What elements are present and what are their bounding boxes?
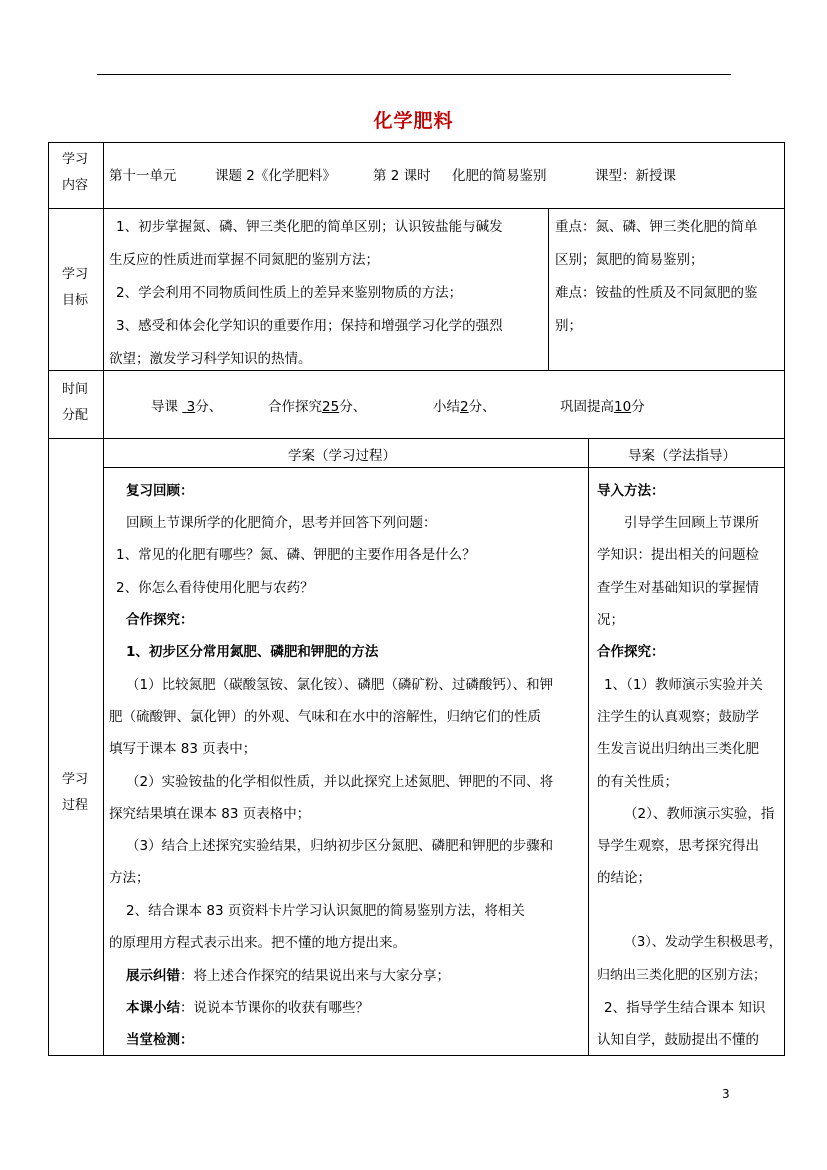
guide-line: 的结论； [597, 870, 651, 886]
goal-line: 1、初步掌握氮、磷、钾三类化肥的简单区别；认识铵盐能与碱发 [116, 219, 503, 235]
col-header-study: 学案（学习过程） [288, 448, 396, 464]
time-summary: 小结2分、 [433, 399, 496, 415]
coop-text: 2、结合课本 83 页资料卡片学习认识氮肥的简易鉴别方法，将相关 [126, 903, 525, 919]
key-point-line: 别； [555, 318, 582, 334]
key-point-line: 区别；氮肥的简易鉴别； [555, 252, 704, 268]
goal-line: 生反应的性质进而掌握不同氮肥的鉴别方法； [109, 252, 379, 268]
coop-text: 的原理用方程式表示出来。把不懂的地方提出来。 [109, 935, 406, 951]
guide-line: 导学生观察，思考探究得出 [597, 838, 759, 854]
coop-text: 填写于课本 83 页表中； [109, 741, 257, 757]
goal-line: 3、感受和体会化学知识的重要作用；保持和增强学习化学的强烈 [116, 318, 503, 334]
intro-method-title: 导入方法： [597, 483, 665, 499]
coop-item-1: 1、初步区分常用氮肥、磷肥和钾肥的方法 [126, 644, 379, 660]
key-point-line: 重点：氮、磷、钾三类化肥的简单 [555, 219, 758, 235]
coop-text: （3）结合上述探究实验结果，归纳初步区分氮肥、磷肥和钾肥的步骤和 [126, 838, 554, 854]
time-coop: 合作探究25分、 [268, 399, 367, 415]
coop-text: （2）实验铵盐的化学相似性质，并以此探究上述氮肥、钾肥的不同、将 [126, 774, 554, 790]
unit-text: 第十一单元 [109, 168, 177, 184]
time-intro: 导课 3分、 [151, 399, 223, 415]
show-line: 展示纠错：将上述合作探究的结果说出来与大家分享； [126, 968, 450, 984]
guide-line: 查学生对基础知识的掌握情 [597, 580, 759, 596]
guide-line: 学知识：提出相关的问题检 [597, 547, 759, 563]
guide-line: 1、（1）教师演示实验并关 [604, 677, 763, 693]
goal-line: 欲望；激发学习科学知识的热情。 [109, 351, 312, 367]
summary-line: 本课小结：说说本节课你的收获有哪些？ [126, 1000, 369, 1016]
time-consolidate: 巩固提高10分 [560, 399, 645, 415]
guide-line: 的有关性质； [597, 774, 678, 790]
coop-text: 肥（硫酸钾、氯化钾）的外观、气味和在水中的溶解性，归纳它们的性质 [109, 709, 541, 725]
lesson-plan-table [48, 142, 785, 1056]
test-title: 当堂检测： [126, 1032, 194, 1048]
guide-line: 2、指导学生结合课本 知识 [604, 1000, 766, 1016]
content-label: 学习 内容 [61, 152, 88, 193]
guide-line: 生发言说出归纳出三类化肥 [597, 741, 759, 757]
lesson-name: 化肥的简易鉴别 [452, 168, 547, 184]
goals-label: 学习 目标 [61, 267, 88, 308]
guide-line: （2）、教师演示实验，指 [624, 806, 775, 822]
period-text: 第 2 课时 [373, 168, 431, 184]
coop-text: 方法； [109, 870, 150, 886]
page-number: 3 [722, 1087, 730, 1101]
col-header-guide: 导案（学法指导） [628, 448, 736, 464]
guide-line: 认知自学，鼓励提出不懂的 [597, 1032, 759, 1048]
guide-line: （3）、发动学生积极思考， [624, 935, 782, 950]
guide-coop-title: 合作探究： [597, 644, 665, 660]
guide-line: 引导学生回顾上节课所 [624, 515, 759, 531]
coop-text: （1）比较氮肥（碳酸氢铵、氯化铵）、磷肥（磷矿粉、过磷酸钙）、和钾 [126, 677, 554, 693]
time-label: 时间 分配 [61, 382, 88, 423]
process-label: 学习 过程 [61, 772, 88, 813]
lesson-type: 课型：新授课 [595, 168, 676, 184]
review-title: 复习回顾： [126, 483, 194, 499]
page-title: 化学肥料 [373, 110, 454, 132]
header-rule [97, 74, 731, 75]
guide-line: 归纳出三类化肥的区别方法； [597, 968, 767, 983]
review-intro: 回顾上节课所学的化肥简介，思考并回答下列问题： [126, 515, 437, 531]
coop-title: 合作探究： [126, 612, 194, 628]
key-point-line: 难点：铵盐的性质及不同氮肥的鉴 [555, 285, 758, 301]
guide-line: 况； [597, 612, 624, 628]
topic-text: 课题 2《化学肥料》 [215, 168, 336, 184]
goal-line: 2、学会利用不同物质间性质上的差异来鉴别物质的方法； [116, 285, 463, 301]
question-1: 1、常见的化肥有哪些？氮、磷、钾肥的主要作用各是什么？ [116, 547, 476, 563]
coop-text: 探究结果填在课本 83 页表格中； [109, 806, 311, 822]
guide-line: 注学生的认真观察；鼓励学 [597, 709, 759, 725]
question-2: 2、你怎么看待使用化肥与农药？ [116, 580, 314, 596]
